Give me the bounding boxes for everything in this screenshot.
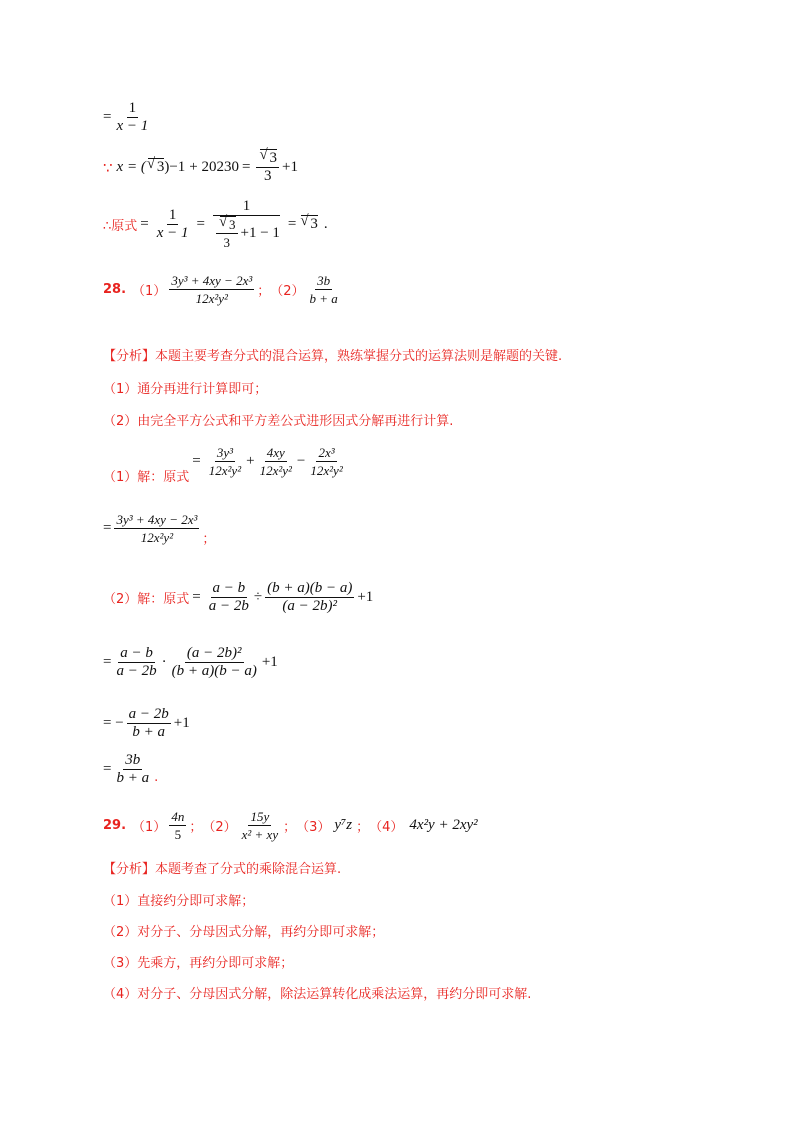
because-symbol: ∵ bbox=[103, 158, 113, 177]
solution-28-2-step2: = $\frac{a - b}{a - 2b}$ · $\frac{\text{(a − 2b)²}}{(b + a)(b - a)}$ +1 bbox=[103, 645, 278, 679]
fraction: $\frac{a - b}{a - 2b}$ bbox=[116, 645, 157, 679]
question-number: 28. bbox=[103, 282, 127, 297]
analysis-step: （2）对分子、分母因式分解，再约分即可求解； bbox=[103, 925, 385, 940]
q28-answer-line: 28. （1） $\frac{\text{3y³ + 4xy − 2x³}}{\text{12x²y²}}$ ； （2） $\frac{3b}{b + a}$ bbox=[103, 273, 338, 306]
fraction: $\frac{(b + a)(b - a)}{\text{(a − 2b)²}}$ bbox=[267, 580, 353, 614]
conclusion-label: ∴原式 bbox=[103, 219, 138, 234]
equation-line-1 bbox=[103, 100, 153, 135]
fraction: $\frac{4n}{5}$ bbox=[171, 809, 185, 842]
analysis-step: （1）直接约分即可求解； bbox=[103, 894, 255, 909]
fraction: $\frac{3b}{b + a}$ bbox=[309, 273, 338, 306]
analysis-heading: 【分析】本题考查了分式的乘除混合运算. bbox=[103, 862, 342, 877]
solution-28-2: （2）解：原式 = $\frac{a - b}{a - 2b}$ ÷ $\frac{(b + a)(b - a)}{\text{(a − 2b)²}}$ +1 bbox=[103, 580, 374, 614]
equals-sign: = bbox=[103, 109, 112, 125]
analysis-step: （4）对分子、分母因式分解，除法运算转化成乘法运算，再约分即可求解. bbox=[103, 987, 532, 1002]
equation-line-2: ∵ x = ( √ 3 ) −1 + 2023 0 = √ $\frac{3}{3}$ +1 bbox=[103, 150, 298, 185]
solution-28-1-result: = $\frac{\text{3y³ + 4xy − 2x³}}{\text{12x²y²}}$ ； bbox=[103, 512, 216, 547]
analysis-step: （3）先乘方，再约分即可求解； bbox=[103, 956, 294, 971]
fraction: $\frac{1}{x - 1}$ bbox=[156, 207, 189, 241]
analysis-heading: 【分析】本题主要考查分式的混合运算，熟练掌握分式的运算法则是解题的关键. bbox=[103, 349, 563, 364]
nested-fraction: 1 √ $\frac{3}{3}$ +1 − 1 bbox=[211, 198, 282, 251]
fraction: $\frac{\text{3y³ + 4xy − 2x³}}{\text{12x²y²}}$ bbox=[116, 512, 198, 545]
analysis-step: （2）由完全平方公式和平方差公式进形因式分解再进行计算. bbox=[103, 414, 454, 429]
fraction: $\frac{\text{(a − 2b)²}}{(b + a)(b - a)}$ bbox=[171, 645, 257, 679]
fraction: $\frac{\text{2x³}}{\text{12x²y²}}$ bbox=[310, 445, 343, 478]
fraction: $\frac{3b}{b + a}$ bbox=[116, 752, 150, 786]
fraction: $\frac{4xy}{\text{12x²y²}}$ bbox=[259, 445, 292, 478]
equation-line-3: ∴原式 = $\frac{1}{x - 1}$ = 1 √ $\frac{3}{3}$ +1 − 1 = √ 3 . bbox=[103, 198, 328, 251]
analysis-step: （1）通分再进行计算即可； bbox=[103, 382, 268, 397]
fraction: $\frac{a - b}{a - 2b}$ bbox=[208, 580, 249, 614]
solution-28-1: （1）解：原式 = $\frac{\text{3y³}}{\text{12x²y²}}$ + $\frac{4xy}{\text{12x²y²}}$ − $\frac{\text{2x³}}{\text{12x²y²}}$ bbox=[103, 445, 343, 485]
fraction: $\frac{a - 2b}{b + a}$ bbox=[128, 706, 169, 740]
fraction: $\frac{15y}{\text{x² + xy}}$ bbox=[241, 809, 279, 842]
fraction: √ $\frac{3}{3}$ bbox=[256, 150, 279, 185]
fraction: $\frac{\text{3y³}}{\text{12x²y²}}$ bbox=[208, 445, 242, 478]
q29-answer-line: 29. （1） $\frac{4n}{5}$ ； （2） $\frac{15y}{\text{x² + xy}}$ ； （3） y⁷z ； （4） 4x²y + 2xy² bbox=[103, 809, 478, 842]
solution-28-2-step3: = − $\frac{a - 2b}{b + a}$ +1 bbox=[103, 706, 190, 740]
fraction: $\frac{1}{x - 1}$ bbox=[116, 100, 149, 134]
solution-28-2-result: = $\frac{3b}{b + a}$ . bbox=[103, 752, 159, 786]
question-number: 29. bbox=[103, 818, 127, 833]
sqrt-three: √ 3 bbox=[148, 158, 165, 175]
fraction: $\frac{\text{3y³ + 4xy − 2x³}}{\text{12x²y²}}$ bbox=[171, 273, 253, 306]
